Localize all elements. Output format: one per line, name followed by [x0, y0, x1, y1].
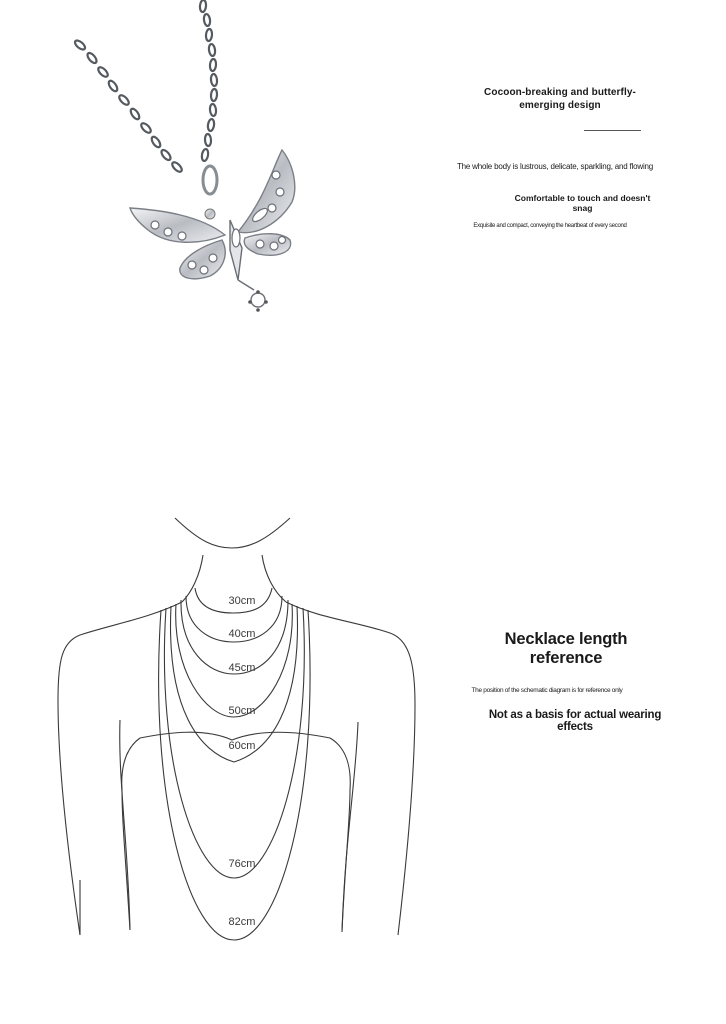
length-label-45: 45cm	[228, 662, 256, 674]
length-reference-title: Necklace length reference	[504, 630, 628, 667]
product-title: Cocoon-breaking and butterfly-emerging design	[484, 87, 636, 111]
necklace-length-diagram	[0, 500, 470, 950]
feature-line-1: The whole body is lustrous, delicate, sparkling, and flowing	[456, 162, 654, 171]
reference-note-2: Not as a basis for actual wearing effects	[488, 709, 662, 733]
feature-line-2: Comfortable to touch and doesn't snag	[514, 193, 651, 213]
length-label-76: 76cm	[228, 858, 256, 870]
butterfly-necklace-icon	[50, 0, 360, 360]
length-label-50: 50cm	[228, 705, 256, 717]
title-divider	[584, 130, 641, 131]
length-label-30: 30cm	[228, 595, 256, 607]
length-label-60: 60cm	[228, 740, 256, 752]
torso-outline-icon	[0, 500, 470, 950]
length-label-82: 82cm	[228, 916, 256, 928]
product-image	[50, 0, 360, 360]
length-label-40: 40cm	[228, 628, 256, 640]
reference-note-1: The position of the schematic diagram is for reference only	[471, 687, 623, 694]
feature-line-3: Exquisite and compact, conveying the heartbeat of every second	[473, 223, 627, 229]
